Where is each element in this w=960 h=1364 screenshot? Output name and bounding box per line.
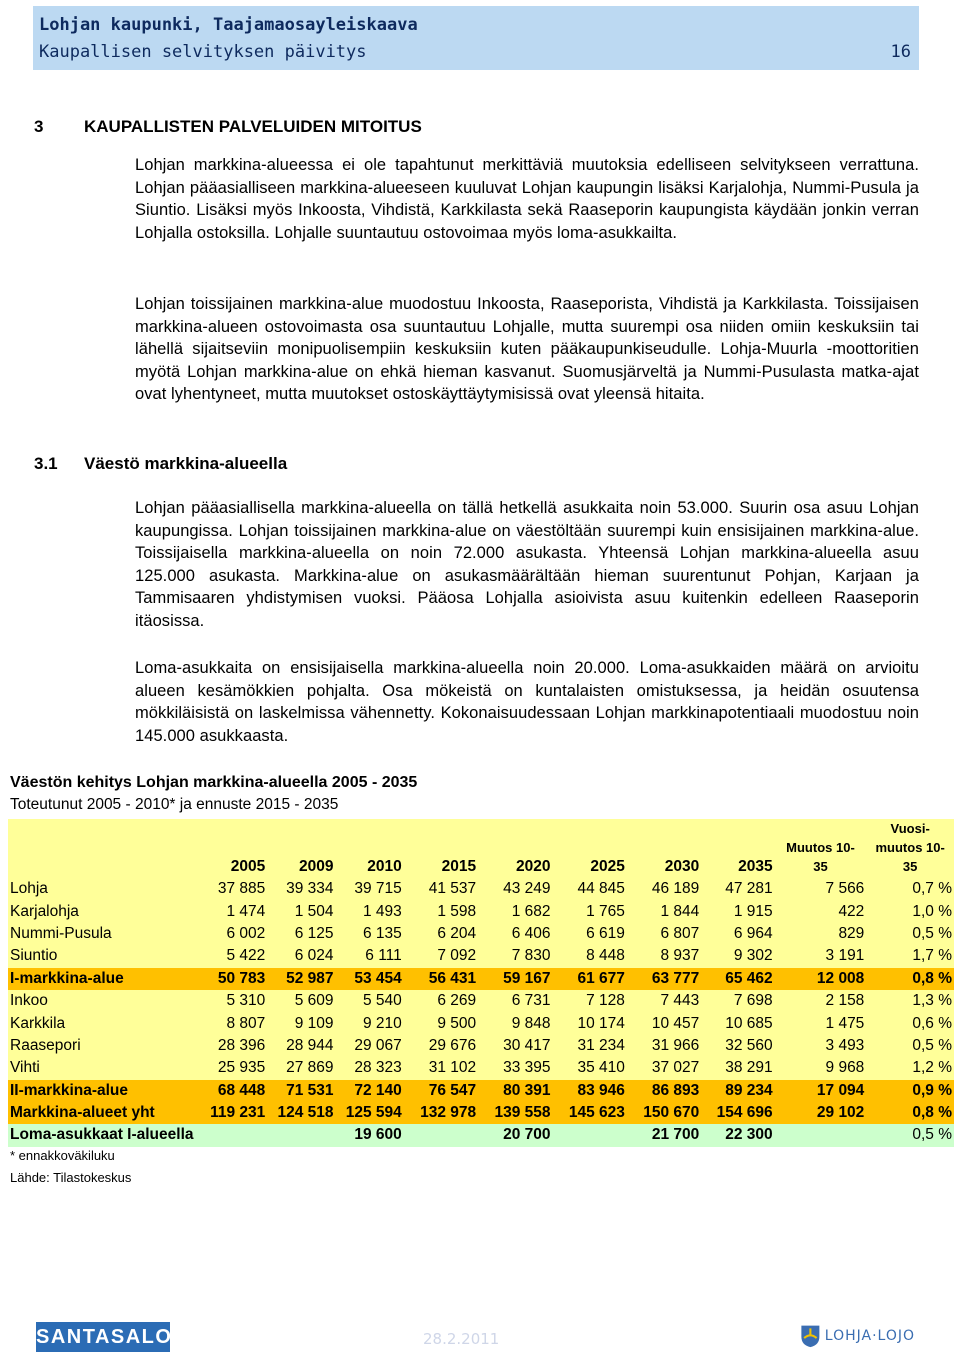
table-cell: 38 291 [701, 1057, 774, 1079]
table-cell: 1 844 [627, 900, 701, 922]
table-cell: 1 493 [336, 900, 404, 922]
table-cell: 9 210 [336, 1012, 404, 1034]
table-header-row [8, 819, 954, 878]
table-cell: 6 111 [336, 945, 404, 967]
header-cell-blank [8, 819, 199, 878]
table-cell: 21 700 [627, 1124, 701, 1146]
table-cell: 1 682 [478, 900, 552, 922]
table-cell: 28 396 [199, 1035, 267, 1057]
table-cell: 10 457 [627, 1012, 701, 1034]
section-paragraph-1: Lohjan markkina-alueessa ei ole tapahtunut merkittäviä muutoksia edelliseen selvitykseen verrattuna. Lohjan pääasialliseen markkina-alueeseen kuuluvat Lohjan kaupungin lisäksi Karjalohja, Nummi-Pusula ja Siuntio. Lisäksi myös Inkoosta, Vihdistä, Karkkilasta sekä Raaseporin kaupungista käydään jonkin verran Lohjalla ostoksilla. Lohjalle suuntautuu ostovoimaa myös loma-asukkailta. [135, 156, 919, 242]
subsection-title: Väestö markkina-alueella [84, 454, 288, 473]
table-subtitle: Toteutunut 2005 - 2010* ja ennuste 2015 - 2035 [10, 796, 339, 813]
table-cell: 6 619 [553, 923, 627, 945]
table-cell: 31 966 [627, 1035, 701, 1057]
table-cell: 9 968 [775, 1057, 867, 1079]
table-cell: 3 493 [775, 1035, 867, 1057]
row-label: I-markkina-alue [8, 968, 199, 990]
table-cell: 44 845 [553, 878, 627, 900]
row-label: Loma-asukkaat I-alueella [8, 1124, 199, 1146]
header-subtitle: Kaupallisen selvityksen päivitys [39, 42, 367, 62]
table-row [8, 900, 954, 922]
row-label: Raasepori [8, 1035, 199, 1057]
population-table [8, 819, 954, 1147]
table-cell: 0,5 % [866, 1035, 954, 1057]
table-cell: 47 281 [701, 878, 774, 900]
table-cell: 6 731 [478, 990, 552, 1012]
table-cell: 7 128 [553, 990, 627, 1012]
table-cell: 10 685 [701, 1012, 774, 1034]
subsection-number: 3.1 [34, 454, 58, 473]
table-cell: 9 302 [701, 945, 774, 967]
table-cell: 0,8 % [866, 1102, 954, 1124]
header-cell-change: Muutos 10- 35 [775, 819, 867, 878]
table-cell: 37 885 [199, 878, 267, 900]
santasalo-logo: SANTASALO [36, 1322, 170, 1352]
table-row [8, 1012, 954, 1034]
row-label: Vihti [8, 1057, 199, 1079]
table-cell [199, 1124, 267, 1146]
header-cell-2010: 2010 [336, 819, 404, 878]
page-header [33, 6, 919, 70]
table-cell: 9 500 [404, 1012, 478, 1034]
table-cell: 119 231 [199, 1102, 267, 1124]
table-cell: 61 677 [553, 968, 627, 990]
header-cell-annual-change: Vuosi- muutos 10- 35 [866, 819, 954, 878]
lohja-crest-icon [800, 1319, 821, 1353]
table-cell: 39 715 [336, 878, 404, 900]
subsection-paragraph-2: Loma-asukkaita on ensisijaisella markkina-alueella noin 20.000. Loma-asukkaiden määrä on arvioitu alueen kesämökkien pohjalta. Osa mökeistä on kuntalaisten omistuksessa, ja heidän osuutensa mökkiläisistä on laskelmissa vähennetty. Kokonaisuudessaan Lohjan markkinapotentiaali muodostuu noin 145.000 asukkaasta. [135, 659, 919, 745]
header-cell-2009: 2009 [267, 819, 335, 878]
table-cell: 46 189 [627, 878, 701, 900]
table-cell: 83 946 [553, 1080, 627, 1102]
table-cell: 5 540 [336, 990, 404, 1012]
table-cell: 6 406 [478, 923, 552, 945]
table-cell: 52 987 [267, 968, 335, 990]
table-note-source: Lähde: Tilastokeskus [10, 1170, 132, 1185]
table-cell: 59 167 [478, 968, 552, 990]
table-cell: 31 234 [553, 1035, 627, 1057]
footer-date: 28.2.2011 [423, 1330, 500, 1348]
table-row [8, 968, 954, 990]
table-cell: 124 518 [267, 1102, 335, 1124]
header-cell-2030: 2030 [627, 819, 701, 878]
table-cell: 50 783 [199, 968, 267, 990]
table-cell: 30 417 [478, 1035, 552, 1057]
table-cell: 7 698 [701, 990, 774, 1012]
table-cell: 76 547 [404, 1080, 478, 1102]
table-row [8, 1080, 954, 1102]
table-cell: 5 609 [267, 990, 335, 1012]
table-cell: 9 848 [478, 1012, 552, 1034]
table-cell: 0,5 % [866, 1124, 954, 1146]
header-cell-2005: 2005 [199, 819, 267, 878]
table-cell: 6 125 [267, 923, 335, 945]
table-cell: 20 700 [478, 1124, 552, 1146]
table-row [8, 1102, 954, 1124]
table-cell: 6 204 [404, 923, 478, 945]
table-cell: 80 391 [478, 1080, 552, 1102]
table-cell [267, 1124, 335, 1146]
table-cell: 35 410 [553, 1057, 627, 1079]
table-cell: 8 448 [553, 945, 627, 967]
table-cell: 0,9 % [866, 1080, 954, 1102]
table-cell: 43 249 [478, 878, 552, 900]
page-number: 16 [890, 42, 911, 62]
table-cell: 422 [775, 900, 867, 922]
table-cell: 1,0 % [866, 900, 954, 922]
header-cell-2035: 2035 [701, 819, 774, 878]
table-cell: 6 002 [199, 923, 267, 945]
table-cell: 0,6 % [866, 1012, 954, 1034]
table-row [8, 1057, 954, 1079]
table-cell: 32 560 [701, 1035, 774, 1057]
table-cell: 7 566 [775, 878, 867, 900]
row-label: Nummi-Pusula [8, 923, 199, 945]
table-row [8, 1124, 954, 1146]
table-row [8, 1035, 954, 1057]
table-cell: 29 676 [404, 1035, 478, 1057]
row-label: Karjalohja [8, 900, 199, 922]
table-cell: 829 [775, 923, 867, 945]
table-cell: 10 174 [553, 1012, 627, 1034]
table-cell: 63 777 [627, 968, 701, 990]
table-cell: 6 807 [627, 923, 701, 945]
table-cell: 8 937 [627, 945, 701, 967]
table-cell: 37 027 [627, 1057, 701, 1079]
table-cell: 132 978 [404, 1102, 478, 1124]
section-number: 3 [34, 117, 44, 136]
table-cell: 7 830 [478, 945, 552, 967]
table-cell: 1,7 % [866, 945, 954, 967]
row-label: Inkoo [8, 990, 199, 1012]
row-label: Karkkila [8, 1012, 199, 1034]
header-title: Lohjan kaupunki, Taajamaosayleiskaava [39, 15, 418, 35]
table-row [8, 990, 954, 1012]
table-cell: 22 300 [701, 1124, 774, 1146]
table-cell: 1 504 [267, 900, 335, 922]
table-cell: 6 269 [404, 990, 478, 1012]
section-heading [34, 117, 422, 137]
table-cell: 0,8 % [866, 968, 954, 990]
table-cell: 72 140 [336, 1080, 404, 1102]
table-cell: 0,5 % [866, 923, 954, 945]
table-cell: 56 431 [404, 968, 478, 990]
table-cell [553, 1124, 627, 1146]
table-cell: 68 448 [199, 1080, 267, 1102]
table-cell: 9 109 [267, 1012, 335, 1034]
row-label: Siuntio [8, 945, 199, 967]
table-cell: 28 944 [267, 1035, 335, 1057]
table-row [8, 923, 954, 945]
table-cell: 1 474 [199, 900, 267, 922]
table-cell: 145 623 [553, 1102, 627, 1124]
table-cell: 5 310 [199, 990, 267, 1012]
table-cell: 25 935 [199, 1057, 267, 1079]
table-cell: 3 191 [775, 945, 867, 967]
table-row [8, 878, 954, 900]
table-cell: 19 600 [336, 1124, 404, 1146]
table-title: Väestön kehitys Lohjan markkina-alueella 2005 - 2035 [10, 774, 418, 791]
table-cell [404, 1124, 478, 1146]
table-cell [775, 1124, 867, 1146]
section-title: KAUPALLISTEN PALVELUIDEN MITOITUS [84, 117, 422, 136]
table-cell: 65 462 [701, 968, 774, 990]
table-cell: 27 869 [267, 1057, 335, 1079]
table-cell: 125 594 [336, 1102, 404, 1124]
table-cell: 89 234 [701, 1080, 774, 1102]
table-cell: 39 334 [267, 878, 335, 900]
table-cell: 139 558 [478, 1102, 552, 1124]
table-cell: 17 094 [775, 1080, 867, 1102]
table-cell: 28 323 [336, 1057, 404, 1079]
table-cell: 86 893 [627, 1080, 701, 1102]
table-cell: 1,3 % [866, 990, 954, 1012]
table-row [8, 945, 954, 967]
lohja-logo [800, 1318, 915, 1354]
table-cell: 6 024 [267, 945, 335, 967]
row-label: Markkina-alueet yht [8, 1102, 199, 1124]
section-paragraph-2: Lohjan toissijainen markkina-alue muodostuu Inkoosta, Raaseporista, Vihdistä ja Karkkilasta. Toissijaisen markkina-alueen ostovoimasta osa suuntautuu Lohjalle, mutta suurempi osa niiden omiin keskuksiin tai lähellä sijaitseviin monipuolisempiin keskuksiin kuten pääkaupunkiseudulle. Lohja-Muurla -moottoritien myötä Lohjan markkina-alue on ehkä hieman kasvanut. Suomusjärveltä ja Nummi-Pusulasta matka-ajat ovat lyhentyneet, mutta muutokset ostoskäyttäytymisissä ovat yleensä hitaita. [135, 295, 919, 404]
table-cell: 1 598 [404, 900, 478, 922]
header-subtitle-row [39, 38, 911, 66]
table-cell: 71 531 [267, 1080, 335, 1102]
table-cell: 33 395 [478, 1057, 552, 1079]
table-cell: 0,7 % [866, 878, 954, 900]
table-cell: 41 537 [404, 878, 478, 900]
table-cell: 1 915 [701, 900, 774, 922]
table-cell: 6 964 [701, 923, 774, 945]
row-label: II-markkina-alue [8, 1080, 199, 1102]
table-cell: 53 454 [336, 968, 404, 990]
lohja-logo-text: LOHJA·LOJO [824, 1328, 915, 1344]
table-cell: 12 008 [775, 968, 867, 990]
table-cell: 1,2 % [866, 1057, 954, 1079]
table-cell: 29 102 [775, 1102, 867, 1124]
table-cell: 1 475 [775, 1012, 867, 1034]
subsection-paragraph-1: Lohjan pääasiallisella markkina-alueella on tällä hetkellä asukkaita noin 53.000. Suurin osa asuu Lohjan kaupungissa. Lohjan toissijainen markkina-alue on väestöltään suurempi kuin ensisijainen markkina-alue. Toissijaisella markkina-alueella on noin 72.000 asukasta. Yhteensä Lohjan markkina-alueella asuu 125.000 asukasta. Markkina-alue on asukasmäärältään hieman suurentunut Pohjan, Karjaan ja Tammisaaren yhdistymisen vuoksi. Pääosa Lohjalla asioivista asuu kuitenkin edelleen Raaseporin itäosissa. [135, 499, 919, 630]
table-cell: 5 422 [199, 945, 267, 967]
table-cell: 2 158 [775, 990, 867, 1012]
header-cell-2015: 2015 [404, 819, 478, 878]
table-cell: 154 696 [701, 1102, 774, 1124]
table-cell: 7 092 [404, 945, 478, 967]
table-cell: 8 807 [199, 1012, 267, 1034]
table-cell: 150 670 [627, 1102, 701, 1124]
subsection-heading [34, 454, 287, 474]
header-cell-2020: 2020 [478, 819, 552, 878]
table-cell: 29 067 [336, 1035, 404, 1057]
header-cell-2025: 2025 [553, 819, 627, 878]
table-cell: 31 102 [404, 1057, 478, 1079]
table-note-estimate: * ennakkoväkiluku [10, 1148, 115, 1163]
table-cell: 1 765 [553, 900, 627, 922]
row-label: Lohja [8, 878, 199, 900]
table-cell: 6 135 [336, 923, 404, 945]
table-cell: 7 443 [627, 990, 701, 1012]
